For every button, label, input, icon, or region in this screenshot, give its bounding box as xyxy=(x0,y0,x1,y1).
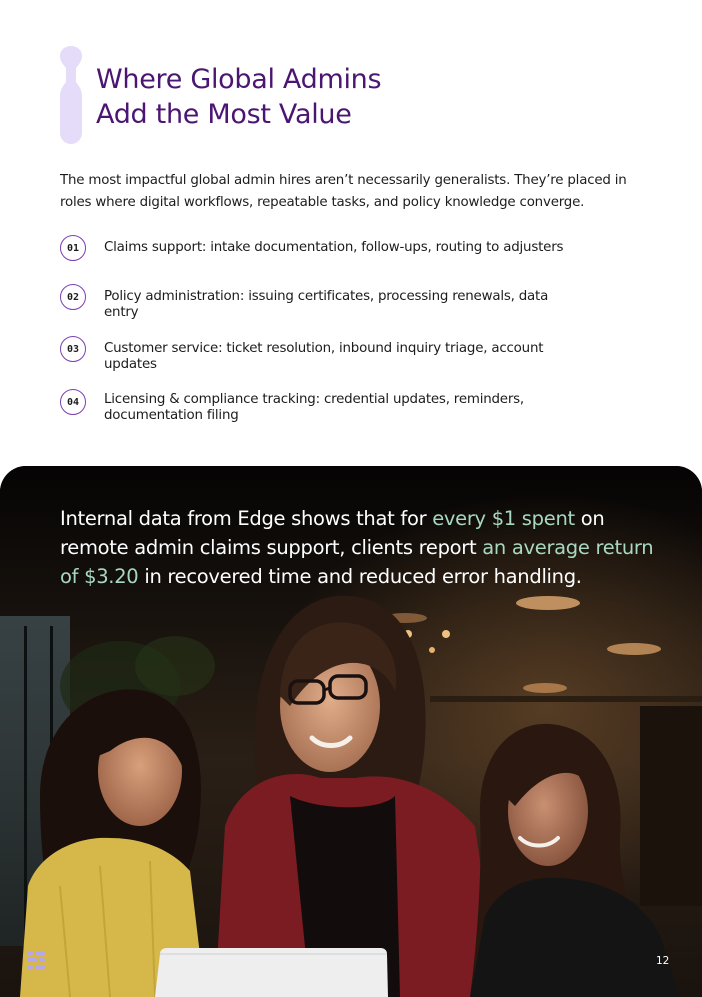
list-item-text: Claims support: intake documentation, follow-ups, routing to adjusters xyxy=(104,240,564,255)
accent-bar-icon xyxy=(60,46,82,144)
page-number: 12 xyxy=(656,955,670,967)
page-title xyxy=(96,62,381,132)
quote-highlight-1: every $1 spent xyxy=(432,507,575,530)
intro-paragraph: The most impactful global admin hires aren’t necessarily generalists. They’re placed in roles where digital workflows, repeatable tasks, and policy knowledge converge. xyxy=(60,173,627,210)
number-badge: 02 xyxy=(60,284,86,310)
list-item-text: Licensing & compliance tracking: credential updates, reminders, documentation filing xyxy=(104,392,524,423)
quote-part-3: in recovered time and reduced error handling. xyxy=(138,565,582,588)
stat-quote xyxy=(60,504,660,591)
quote-part-2: on remote admin claims support, clients report xyxy=(60,507,605,559)
photo-panel xyxy=(0,466,702,997)
quote-highlight-2: an average return of $3.20 xyxy=(60,536,654,588)
edge-logo-icon xyxy=(24,948,48,972)
number-badge: 04 xyxy=(60,389,86,415)
quote-part-1: Internal data from Edge shows that for xyxy=(60,507,433,530)
list-item-text: Customer service: ticket resolution, inbound inquiry triage, account updates xyxy=(104,341,544,372)
title-line-1: Where Global Admins xyxy=(96,64,382,95)
title-line-2: Add the Most Value xyxy=(96,99,352,130)
number-badge: 03 xyxy=(60,336,86,362)
list-item-text: Policy administration: issuing certificates, processing renewals, data entry xyxy=(104,289,549,320)
number-badge: 01 xyxy=(60,235,86,261)
